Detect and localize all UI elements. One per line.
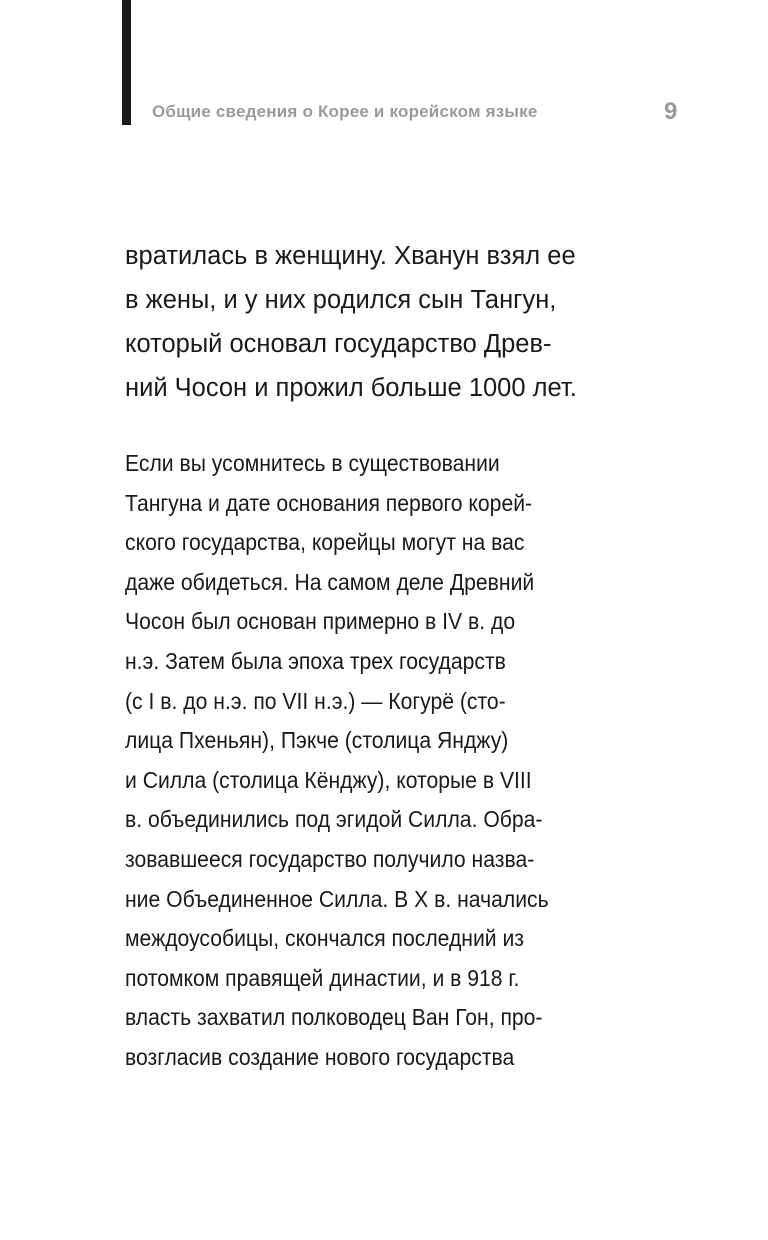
running-header-title: Общие сведения о Корее и корейском языке [152,102,538,121]
header-rule-bar [122,0,131,125]
paragraph-2 [125,444,549,1078]
text-line: (с I в. до н.э. по VII н.э.) — Когурё (сто- [125,687,506,714]
text-line: Тангуна и дате основания первого корей- [125,489,533,516]
text-line: н.э. Затем была эпоха трех государств [125,647,506,674]
text-line: потомком правящей династии, и в 918 г. [125,964,520,991]
text-line: зовавшееся государство получило назва- [125,845,535,872]
text-line: ние Объединенное Силла. В X в. начались [125,885,549,912]
text-line: Если вы усомнитесь в существовании [125,450,500,476]
text-line: лица Пхеньян), Пэкче (столица Янджу) [125,727,509,754]
text-line: возгласив создание нового государства [125,1043,515,1070]
text-line: в. объединились под эгидой Силла. Обра- [125,806,543,833]
text-line: власть захватил полководец Ван Гон, про- [125,1004,543,1031]
page-number: 9 [664,98,678,125]
text-line: даже обидеться. На самом деле Древний [125,568,535,595]
text-line: вратилась в женщину. Хванун взял ее [125,242,576,270]
text-line: и Силла (столица Кёнджу), которые в VIII [125,766,532,793]
text-line: ского государства, корейцы могут на вас [125,529,525,556]
paragraph-1 [125,234,577,410]
text-line: ний Чосон и прожил больше 1000 лет. [125,374,577,402]
text-line: междоусобицы, скончался последний из [125,925,524,952]
text-line: Чосон был основан примерно в IV в. до [125,608,516,635]
text-line: который основал государство Древ- [125,330,552,358]
text-line: в жены, и у них родился сын Тангун, [125,286,557,314]
